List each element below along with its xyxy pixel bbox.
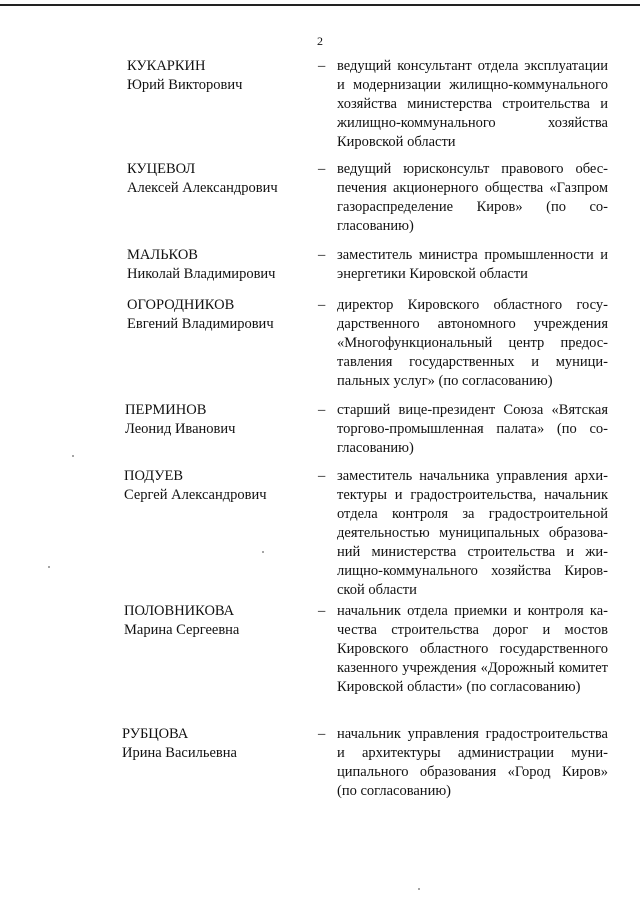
- member-position: начальник управления градостроительства и архитектуры администрации муниципального образования «Город Киров» (по согласованию): [337, 726, 608, 799]
- member-given-names: Леонид Иванович: [125, 421, 236, 437]
- member-given-names: Сергей Александрович: [124, 487, 267, 503]
- member-surname: ПОЛОВНИКОВА: [124, 603, 235, 619]
- member-surname: ПОДУЕВ: [124, 468, 184, 484]
- member-given-names: Юрий Викторович: [127, 77, 243, 93]
- member-position: ведущий консультант отдела эксплуатации и модернизации жилищно-коммунального хозяйства министерства строительства и жилищно-коммунального хозяйства Кировской области: [337, 58, 608, 150]
- member-given-names: Николай Владимирович: [127, 266, 276, 282]
- scan-speck: [72, 455, 74, 457]
- member-surname: ОГОРОДНИКОВ: [127, 297, 235, 313]
- member-position: заместитель начальника управления архитектуры и градостроительства, начальник отдела контроля за градостроительной деятельностью муниципальных образований министерства строительства и жилищно-коммунального хозяйства Кировской области: [337, 468, 608, 598]
- scan-speck: [262, 551, 264, 553]
- member-surname: ПЕРМИНОВ: [125, 402, 207, 418]
- scan-speck: [418, 888, 420, 890]
- member-given-names: Ирина Васильевна: [122, 745, 237, 761]
- member-given-names: Алексей Александрович: [127, 180, 278, 196]
- member-surname: РУБЦОВА: [122, 726, 189, 742]
- member-surname: КУЦЕВОЛ: [127, 161, 196, 177]
- entry-dash: –: [318, 297, 326, 313]
- member-position: ведущий юрисконсульт правового обеспечения акционерного общества «Газпром газораспределение Киров» (по согласованию): [337, 161, 608, 234]
- member-given-names: Евгений Владимирович: [127, 316, 274, 332]
- member-position: директор Кировского областного государственного автономного учреждения «Многофункциональный центр предоставления государственных и муниципальных услуг» (по согласованию): [337, 297, 608, 389]
- entry-dash: –: [318, 402, 326, 418]
- member-surname: МАЛЬКОВ: [127, 247, 198, 263]
- page-number: 2: [317, 34, 323, 48]
- entry-dash: –: [318, 161, 326, 177]
- member-surname: КУКАРКИН: [127, 58, 206, 74]
- member-given-names: Марина Сергеевна: [124, 622, 240, 638]
- entry-dash: –: [318, 603, 326, 619]
- entry-dash: –: [318, 726, 326, 742]
- scan-speck: [48, 566, 50, 568]
- member-position: начальник отдела приемки и контроля качества строительства дорог и мостов Кировского областного государственного казенного учреждения «Дорожный комитет Кировской области» (по согласованию): [337, 603, 608, 695]
- entry-dash: –: [318, 58, 326, 74]
- entry-dash: –: [318, 247, 326, 263]
- member-position: заместитель министра промышленности и энергетики Кировской области: [337, 247, 608, 282]
- entry-dash: –: [318, 468, 326, 484]
- member-position: старший вице-президент Союза «Вятская торгово-промышленная палата» (по согласованию): [337, 402, 608, 456]
